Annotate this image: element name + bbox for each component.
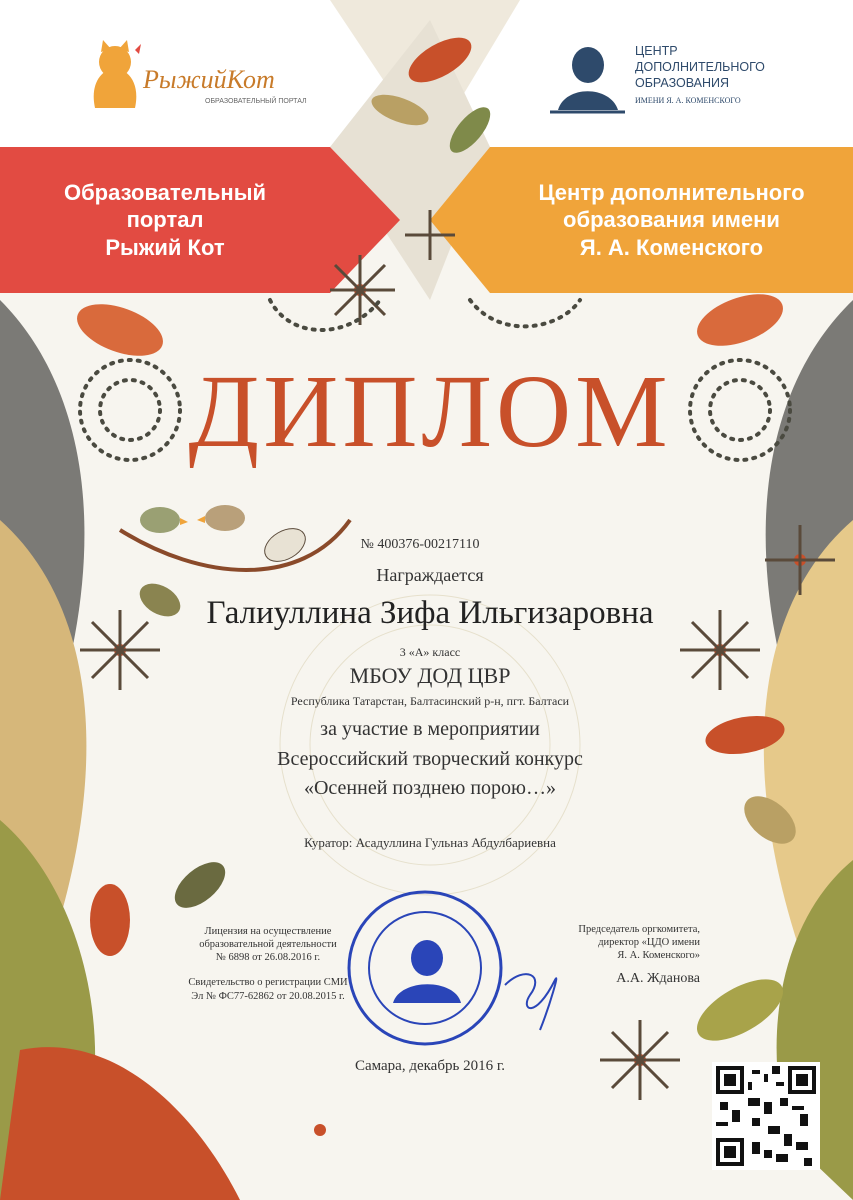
center-band xyxy=(490,147,853,293)
chairman-info xyxy=(540,923,700,988)
cat-icon xyxy=(85,40,145,110)
curator: Куратор: Асадуллина Гульназ Абдулбариевна xyxy=(304,835,556,850)
license-line1: Лицензия на осуществление xyxy=(204,926,332,937)
contest-type: Всероссийский творческий конкурс xyxy=(277,748,583,770)
qr-code[interactable] xyxy=(712,1062,820,1170)
chairman-line2: директор «ЦДО имени xyxy=(598,937,700,949)
contest-name: «Осенней позднею порою…» xyxy=(303,777,556,799)
logo-name: РыжийКот xyxy=(143,65,275,94)
diploma-number: № 400376-00217110 xyxy=(360,537,480,552)
logo-tagline: ОБРАЗОВАТЕЛЬНЫЙ ПОРТАЛ xyxy=(205,98,307,105)
official-stamp xyxy=(345,888,505,1048)
license-line3: № 6898 от 26.08.2016 г. xyxy=(215,952,321,964)
komensky-portrait-icon xyxy=(550,40,625,115)
school-name: МБОУ ДОД ЦВР xyxy=(349,663,511,688)
band-left-line1: Образовательный xyxy=(63,179,267,205)
komensky-center-logo xyxy=(550,40,810,120)
diploma-title: ДИПЛОМ xyxy=(188,354,672,469)
license-line5: Эл № ФС77-62862 от 20.08.2015 г. xyxy=(191,990,345,1002)
band-right-line2: образования имени xyxy=(563,207,780,233)
band-right-line3: Я. А. Коменского xyxy=(579,234,764,260)
band-right-line1: Центр дополнительного xyxy=(538,179,805,205)
band-left-line2: портал xyxy=(126,207,204,233)
recipient-name: Галиуллина Зифа Ильгизаровна xyxy=(206,595,654,631)
logo-line1: ЦЕНТР xyxy=(635,44,678,58)
logo-line2: ДОПОЛНИТЕЛЬНОГО xyxy=(635,60,765,74)
chairman-line1: Председатель оргкомитета, xyxy=(578,924,700,935)
class-label: 3 «А» класс xyxy=(399,645,461,659)
logo-line4: ИМЕНИ Я. А. КОМЕНСКОГО xyxy=(635,96,741,105)
portal-band xyxy=(0,147,330,293)
license-line4: Свидетельство о регистрации СМИ xyxy=(188,977,348,989)
logo-line3: ОБРАЗОВАНИЯ xyxy=(635,76,730,90)
awarded-label: Награждается xyxy=(376,565,484,585)
license-info xyxy=(168,925,368,1003)
chairman-name: А.А. Жданова xyxy=(616,971,700,987)
school-location: Республика Татарстан, Балтасинский р-н, пгт. Балтаси xyxy=(290,694,570,708)
place-date: Самара, декабрь 2016 г. xyxy=(354,1058,506,1074)
license-line2: образовательной деятельности xyxy=(199,939,337,951)
band-left-line3: Рыжий Кот xyxy=(105,234,225,260)
participation-reason: за участие в мероприятии xyxy=(320,718,540,740)
ryzhiy-kot-logo xyxy=(85,40,315,115)
chairman-line3: Я. А. Коменского» xyxy=(617,950,700,962)
